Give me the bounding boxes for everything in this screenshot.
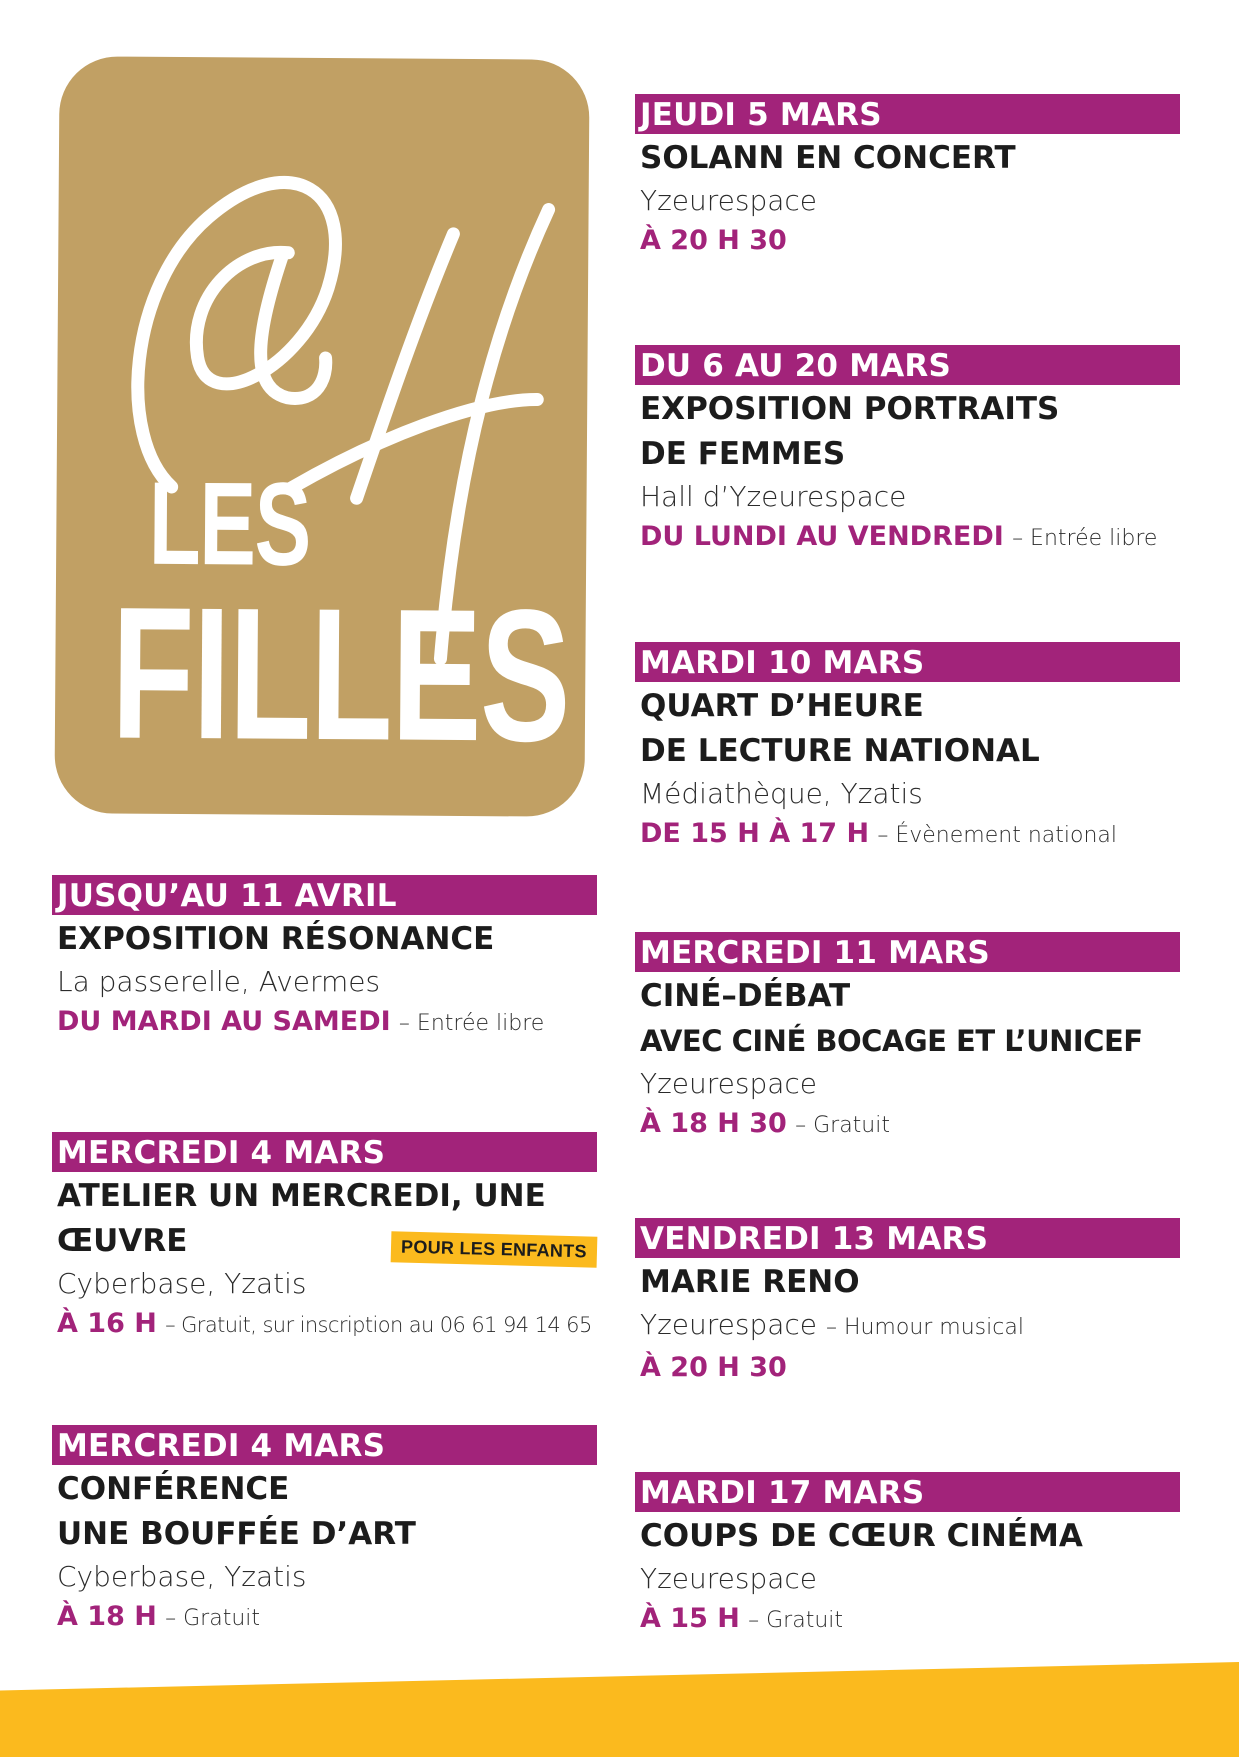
event-time: À 18 H 30 bbox=[640, 1108, 787, 1139]
event-marie-reno bbox=[635, 1218, 1180, 1388]
event-date: DU 6 AU 20 MARS bbox=[635, 345, 1180, 385]
event-exposition-resonance bbox=[52, 875, 597, 1044]
event-title: EXPOSITION RÉSONANCE bbox=[57, 921, 495, 957]
event-note: – Gratuit bbox=[165, 1606, 261, 1631]
event-title: QUART D’HEURE bbox=[640, 688, 924, 724]
event-time-line bbox=[52, 1597, 597, 1639]
event-title-line2: ŒUVRE bbox=[57, 1223, 188, 1259]
event-place: Médiathèque, Yzatis bbox=[640, 777, 923, 810]
event-title: MARIE RENO bbox=[640, 1264, 860, 1300]
event-time: À 20 H 30 bbox=[640, 1352, 787, 1383]
event-time-line bbox=[635, 517, 1180, 559]
event-cine-debat bbox=[635, 932, 1180, 1146]
event-coups-de-coeur bbox=[635, 1472, 1180, 1641]
event-time-line bbox=[52, 1304, 597, 1345]
event-portraits-femmes bbox=[635, 345, 1180, 559]
event-place: Cyberbase, Yzatis bbox=[57, 1267, 307, 1300]
event-quart-heure-lecture bbox=[635, 642, 1180, 856]
event-date: VENDREDI 13 MARS bbox=[635, 1218, 1180, 1258]
event-solann bbox=[635, 94, 1180, 261]
event-time-line bbox=[635, 1104, 1180, 1146]
event-date: MERCREDI 4 MARS bbox=[52, 1132, 597, 1172]
event-title: CINÉ–DÉBAT bbox=[640, 978, 851, 1014]
event-note: – Entrée libre bbox=[1012, 526, 1158, 551]
event-note: – Gratuit, sur inscription au 06 61 94 14 65 bbox=[165, 1313, 592, 1337]
event-time: DE 15 H À 17 H bbox=[640, 818, 870, 849]
event-title-line2: AVEC CINÉ BOCAGE ET L’UNICEF bbox=[640, 1024, 1143, 1058]
event-time: DU LUNDI AU VENDREDI bbox=[640, 521, 1004, 552]
event-title-line2: DE FEMMES bbox=[640, 436, 846, 472]
event-time: À 15 H bbox=[640, 1603, 740, 1634]
event-place: La passerelle, Avermes bbox=[57, 965, 381, 998]
event-atelier-mercredi bbox=[52, 1132, 597, 1345]
event-place-line bbox=[635, 1305, 1180, 1348]
event-time: À 18 H bbox=[57, 1601, 157, 1632]
event-place: Hall d’Yzeurespace bbox=[640, 480, 907, 513]
event-title: CONFÉRENCE bbox=[57, 1471, 290, 1507]
event-title: COUPS DE CŒUR CINÉMA bbox=[640, 1518, 1083, 1554]
event-time-line bbox=[52, 1002, 597, 1044]
event-time-line bbox=[635, 1599, 1180, 1641]
event-time: À 20 H 30 bbox=[640, 225, 787, 256]
bottom-yellow-band bbox=[0, 1662, 1239, 1757]
event-time-line bbox=[635, 1348, 1180, 1388]
event-note: – Évènement national bbox=[877, 823, 1117, 848]
event-date: JUSQU’AU 11 AVRIL bbox=[52, 875, 597, 915]
event-note: – Gratuit bbox=[748, 1608, 844, 1633]
event-note: – Gratuit bbox=[795, 1113, 890, 1138]
event-date: MERCREDI 4 MARS bbox=[52, 1425, 597, 1465]
event-title: SOLANN EN CONCERT bbox=[640, 140, 1016, 176]
event-time-line bbox=[635, 221, 1180, 261]
event-date: MARDI 17 MARS bbox=[635, 1472, 1180, 1512]
event-conference bbox=[52, 1425, 597, 1639]
event-note: – Entrée libre bbox=[398, 1011, 545, 1036]
event-place-note: – Humour musical bbox=[825, 1315, 1024, 1340]
event-title-line2: UNE BOUFFÉE D’ART bbox=[57, 1516, 416, 1552]
event-place: Yzeurespace bbox=[640, 184, 818, 217]
event-time-line bbox=[635, 814, 1180, 856]
event-time: À 16 H bbox=[57, 1308, 157, 1339]
kids-badge: POUR LES ENFANTS bbox=[391, 1231, 598, 1267]
event-place: Yzeurespace bbox=[640, 1308, 818, 1341]
event-title-line2: DE LECTURE NATIONAL bbox=[640, 733, 1040, 769]
event-date: MARDI 10 MARS bbox=[635, 642, 1180, 682]
event-place: Yzeurespace bbox=[640, 1067, 818, 1100]
event-time: DU MARDI AU SAMEDI bbox=[57, 1006, 391, 1037]
event-place: Cyberbase, Yzatis bbox=[57, 1560, 307, 1593]
event-place: Yzeurespace bbox=[640, 1562, 818, 1595]
logo-filles: FILLES bbox=[110, 567, 570, 781]
event-title: ATELIER UN MERCREDI, UNE bbox=[57, 1178, 546, 1214]
event-title: EXPOSITION PORTRAITS bbox=[640, 391, 1060, 427]
logo-les: LES bbox=[148, 457, 311, 591]
event-date: MERCREDI 11 MARS bbox=[635, 932, 1180, 972]
oh-les-filles-logo bbox=[54, 56, 589, 817]
event-date: JEUDI 5 MARS bbox=[635, 94, 1180, 134]
